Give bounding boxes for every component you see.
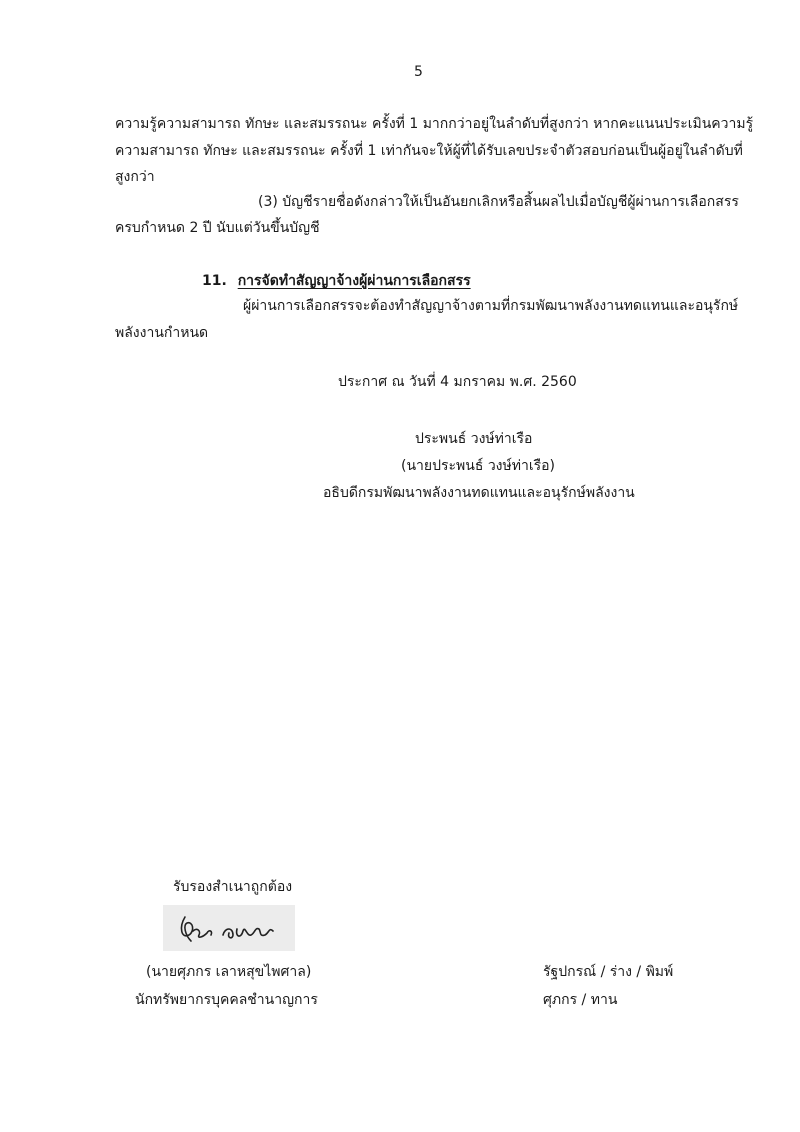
footer-drafter-typist: รัฐปกรณ์ / ร่าง / พิมพ์ (543, 964, 674, 980)
body-line-3: สูงกว่า (115, 169, 155, 185)
section-number: 11. (202, 273, 227, 289)
handwritten-signature (163, 905, 295, 951)
section-11-heading (202, 271, 471, 291)
page-number: 5 (414, 64, 423, 80)
certification-name: (นายศุภกร เลาหสุขไพศาล) (146, 964, 312, 980)
signatory-full-name: (นายประพนธ์ วงษ์ท่าเรือ) (401, 458, 556, 474)
section-11-para-line-2: พลังงานกำหนด (115, 325, 209, 341)
section-11-para-line-1: ผู้ผ่านการเลือกสรรจะต้องทำสัญญาจ้างตามที่กรมพัฒนาพลังงานทดแทนและอนุรักษ์ (243, 298, 739, 314)
body-line-1: ความรู้ความสามารถ ทักษะ และสมรรถนะ ครั้งที่ 1 มากกว่าอยู่ในลำดับที่สูงกว่า หากคะแนนประเมินความรู้ (115, 116, 754, 132)
item-3-line-1: (3) บัญชีรายชื่อดังกล่าวให้เป็นอันยกเลิกหรือสิ้นผลไปเมื่อบัญชีผู้ผ่านการเลือกสรร (258, 194, 739, 210)
signatory-signed-name: ประพนธ์ วงษ์ท่าเรือ (415, 431, 533, 447)
body-line-2: ความสามารถ ทักษะ และสมรรถนะ ครั้งที่ 1 เท่ากันจะให้ผู้ที่ได้รับเลขประจำตัวสอบก่อนเป็นผู้อยู่ในลำดับที่ (115, 143, 743, 159)
footer-proofreader: ศุภกร / ทาน (543, 992, 618, 1008)
signatory-position: อธิบดีกรมพัฒนาพลังงานทดแทนและอนุรักษ์พลังงาน (323, 485, 635, 501)
section-title: การจัดทำสัญญาจ้างผู้ผ่านการเลือกสรร (237, 273, 471, 289)
certification-label: รับรองสำเนาถูกต้อง (173, 879, 293, 895)
item-3-line-2: ครบกำหนด 2 ปี นับแต่วันขึ้นบัญชี (115, 220, 320, 236)
certification-position: นักทรัพยากรบุคคลชำนาญการ (135, 992, 318, 1008)
announcement-date: ประกาศ ณ วันที่ 4 มกราคม พ.ศ. 2560 (338, 374, 577, 390)
